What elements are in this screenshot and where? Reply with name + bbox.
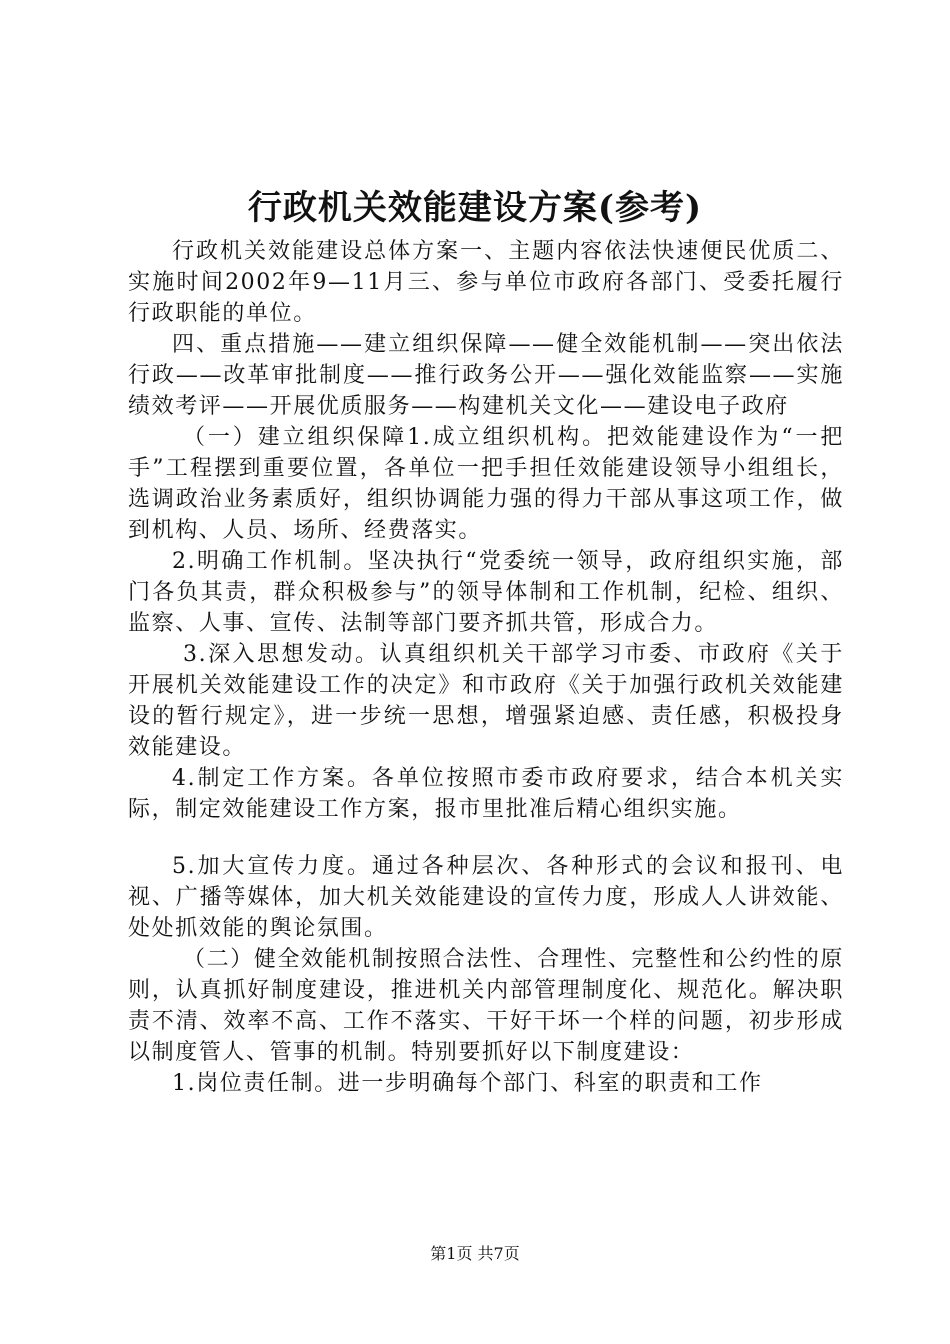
page-footer: 第1页 共7页 [430, 1244, 520, 1263]
paragraph-work-mechanism: 2.明确工作机制。坚决执行“党委统一领导，政府组织实施，部门各负其责，群众积极参与”的领导体制和工作机制，纪检、组织、监察、人事、宣传、法制等部门要齐抓共管，形成合力。 [128, 549, 844, 636]
paragraph-efficiency-mechanism: （二）健全效能机制按照合法性、合理性、完整性和公约性的原则，认真抓好制度建设，推进机关内部管理制度化、规范化。解决职责不清、效率不高、工作不落实、干好干坏一个样的问题，初步形成以制度管人、管事的机制。特别要抓好以下制度建设： [128, 947, 844, 1065]
paragraph-publicity: 5.加大宣传力度。通过各种层次、各种形式的会议和报刊、电视、广播等媒体，加大机关效能建设的宣传力度，形成人人讲效能、处处抓效能的舆论氛围。 [128, 854, 844, 941]
paragraph-key-measures: 四、重点措施——建立组织保障——健全效能机制——突出依法行政——改革审批制度——推行政务公开——强化效能监察——实施绩效考评——开展优质服务——构建机关文化——建设电子政府 [128, 332, 844, 419]
document-body [128, 236, 844, 1099]
document-title: 行政机关效能建设方案(参考) [247, 188, 703, 228]
paragraph-work-plan: 4.制定工作方案。各单位按照市委市政府要求，结合本机关实际，制定效能建设工作方案，报市里批准后精心组织实施。 [128, 766, 844, 822]
paragraph-organization-guarantee: （一）建立组织保障1.成立组织机构。把效能建设作为“一把手”工程摆到重要位置，各单位一把手担任效能建设领导小组组长，选调政治业务素质好，组织协调能力强的得力干部从事这项工作，做到机构、人员、场所、经费落实。 [128, 425, 844, 543]
paragraph-overview: 行政机关效能建设总体方案一、主题内容依法快速便民优质二、实施时间2002年9—11月三、参与单位市政府各部门、受委托履行行政职能的单位。 [128, 239, 844, 326]
paragraph-mobilization: 3.深入思想发动。认真组织机关干部学习市委、市政府《关于开展机关效能建设工作的决定》和市政府《关于加强行政机关效能建设的暂行规定》，进一步统一思想，增强紧迫感、责任感，积极投身效能建设。 [128, 642, 844, 760]
paragraph-post-responsibility: 1.岗位责任制。进一步明确每个部门、科室的职责和工作 [172, 1071, 763, 1096]
